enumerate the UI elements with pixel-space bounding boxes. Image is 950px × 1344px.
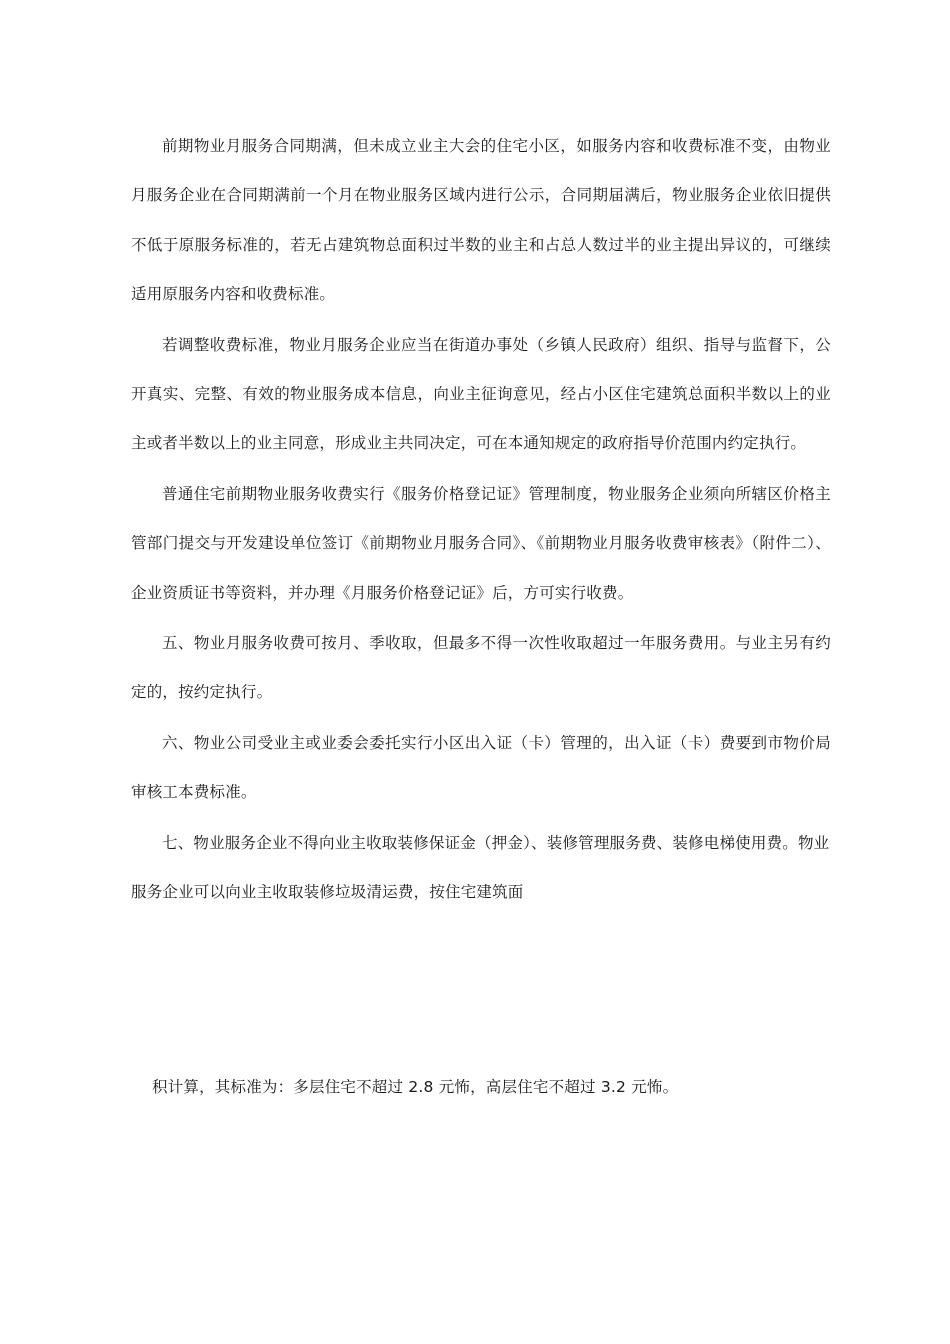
- paragraph-item-five: 五、物业月服务收费可按月、季收取，但最多不得一次性收取超过一年服务费用。与业主另有约定的，按约定执行。: [131, 634, 831, 702]
- document-body: [131, 122, 831, 919]
- paragraph-fee-adjustment: 若调整收费标准，物业月服务企业应当在街道办事处（乡镇人民政府）组织、指导与监督下，公开真实、完整、有效的物业服务成本信息，向业主征询意见，经占小区住宅建筑总面积半数以上的业主或者半数以上的业主同意，形成业主共同决定，可在本通知规定的政府指导价范围内约定执行。: [131, 335, 831, 453]
- paragraph-price-registration: 普通住宅前期物业服务收费实行《服务价格登记证》管理制度，物业服务企业须向所辖区价格主管部门提交与开发建设单位签订《前期物业月服务合同》、《前期物业月服务收费审核表》（附件二）、企业资质证书等资料，并办理《月服务价格登记证》后，方可实行收费。: [131, 484, 831, 602]
- paragraph-item-seven: 七、物业服务企业不得向业主收取装修保证金（押金）、装修管理服务费、装修电梯使用费。物业服务企业可以向业主收取装修垃圾清运费，按住宅建筑面: [131, 833, 830, 902]
- continuation-line: 积计算，其标准为：多层住宅不超过 2.8 元怖，高层住宅不超过 3.2 元怖。: [152, 1078, 679, 1096]
- paragraph-item-six: 六、物业公司受业主或业委会委托实行小区出入证（卡）管理的，出入证（卡）费要到市物价局审核工本费标准。: [131, 733, 831, 802]
- paragraph-renewal-terms: 前期物业月服务合同期满，但未成立业主大会的住宅小区，如服务内容和收费标准不变，由物业月服务企业在合同期满前一个月在物业服务区域内进行公示，合同期届满后，物业服务企业依旧提供不低于原服务标准的，若无占建筑物总面积过半数的业主和占总人数过半的业主提出异议的，可继续适用原服务内容和收费标准。: [131, 137, 831, 304]
